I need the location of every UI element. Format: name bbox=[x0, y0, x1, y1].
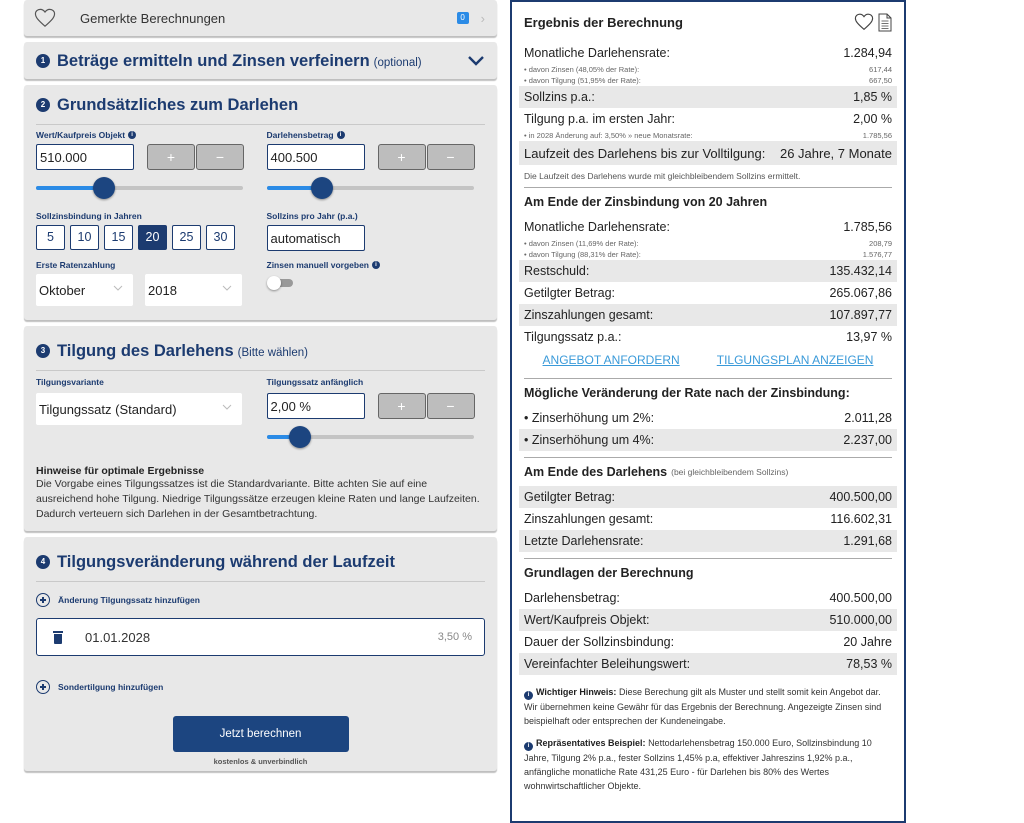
info-icon[interactable]: i bbox=[337, 131, 345, 139]
property-value-label bbox=[36, 130, 261, 140]
section-amounts bbox=[24, 42, 497, 79]
loan-amount-label-text: Darlehensbetrag bbox=[266, 130, 334, 140]
chevron-down-icon bbox=[222, 285, 232, 291]
hint-title: Hinweise für optimale Ergebnisse bbox=[36, 465, 205, 477]
end-loan-title bbox=[519, 458, 897, 486]
notice-text: Diese Berechung gilt als Muster und stellt somit kein Angebot dar. Wir übernehmen keine Gewähr für das Ergebnis der Berechnung. Angezeigte Zinsen sind beispielhaft oder entsprechen der Kundeneingabe. bbox=[524, 687, 882, 726]
saved-calculations-label: Gemerkte Berechnungen bbox=[80, 10, 226, 26]
result-row bbox=[519, 282, 897, 304]
slider-handle[interactable] bbox=[289, 426, 311, 448]
rate-change-title: Mögliche Veränderung der Rate nach der Zinsbindung: bbox=[524, 386, 850, 400]
saved-calculations-bar[interactable] bbox=[24, 0, 497, 36]
section-loan-basics-header bbox=[24, 86, 497, 124]
section-subtitle: (optional) bbox=[373, 56, 422, 69]
show-repayment-plan-link[interactable]: TILGUNGSPLAN ANZEIGEN bbox=[716, 353, 874, 367]
notice-text: Nettodarlehensbetrag 150.000 Euro, Sollzinsbindung 10 Jahre, Tilgung 2% p.a., fester Sollzins 1,45% p.a, effektiver Jahreszins 1,92% p.a., anfängliche monatliche Rate 431,25 Euro - für Darlehen bis 80% des Wertes wohnwirtschaftlicher Objekte. bbox=[524, 738, 872, 791]
section-repayment bbox=[24, 326, 497, 531]
result-row bbox=[519, 587, 897, 609]
row-value: 1.291,68 bbox=[843, 534, 892, 548]
section-title: Tilgungsveränderung während der Laufzeit bbox=[57, 552, 395, 571]
calculator-form bbox=[24, 0, 497, 777]
row-label: • davon Zinsen (48,05% der Rate): bbox=[524, 65, 640, 74]
row-value: 1.284,94 bbox=[843, 46, 892, 60]
row-value: 116.602,31 bbox=[830, 512, 892, 526]
row-label: Zinszahlungen gesamt: bbox=[524, 308, 654, 322]
section-repayment-changes bbox=[24, 537, 497, 771]
loan-amount-increase-button[interactable]: + bbox=[378, 144, 426, 170]
first-payment-label: Erste Ratenzahlung bbox=[36, 260, 116, 270]
row-label: Monatliche Darlehensrate: bbox=[524, 46, 670, 60]
document-icon[interactable] bbox=[878, 13, 892, 32]
property-value-decrease-button[interactable]: − bbox=[196, 144, 244, 170]
initial-rate-decrease-button[interactable]: − bbox=[427, 393, 475, 419]
row-value: 400.500,00 bbox=[829, 490, 892, 504]
property-value-slider[interactable] bbox=[36, 176, 243, 200]
row-value: 13,97 % bbox=[846, 330, 892, 344]
row-label: Vereinfachter Beleihungswert: bbox=[524, 657, 691, 671]
result-row bbox=[519, 326, 897, 348]
first-year-repayment-row bbox=[519, 108, 897, 130]
result-row bbox=[519, 407, 897, 429]
notice-title: Wichtiger Hinweis: bbox=[536, 687, 617, 697]
row-label: Darlehensbetrag: bbox=[524, 591, 620, 605]
fixed-period-option-20[interactable]: 20 bbox=[138, 225, 167, 250]
property-value-increase-button[interactable]: + bbox=[147, 144, 195, 170]
section-title: Grundsätzliches zum Darlehen bbox=[57, 95, 299, 114]
trash-icon[interactable] bbox=[53, 631, 63, 644]
section-title-text: Beträge ermitteln und Zinsen verfeinern bbox=[57, 51, 370, 70]
result-row bbox=[519, 260, 897, 282]
fixed-period-option-15[interactable]: 15 bbox=[104, 225, 133, 250]
row-label: Wert/Kaufpreis Objekt: bbox=[524, 613, 650, 627]
slider-handle[interactable] bbox=[93, 177, 115, 199]
property-value-input[interactable]: 510.000 bbox=[36, 144, 134, 170]
notice-title: Repräsentatives Beispiel: bbox=[536, 738, 646, 748]
repayment-variant-select[interactable] bbox=[36, 393, 242, 425]
basis-title: Grundlagen der Berechnung bbox=[524, 566, 694, 580]
calculate-subtext: kostenlos & unverbindlich bbox=[213, 757, 308, 766]
plus-circle-icon bbox=[36, 593, 50, 607]
result-row bbox=[519, 304, 897, 326]
interest-rate-label: Sollzins pro Jahr (p.a.) bbox=[266, 211, 358, 221]
info-icon: i bbox=[524, 742, 533, 751]
heart-icon bbox=[34, 8, 56, 28]
calculate-button[interactable]: Jetzt berechnen bbox=[173, 716, 349, 752]
selected-year: 2018 bbox=[148, 282, 177, 298]
repayment-variant-label: Tilgungsvariante bbox=[36, 377, 104, 387]
row-label: • davon Tilgung (51,95% der Rate): bbox=[524, 76, 641, 85]
loan-amount-slider[interactable] bbox=[267, 176, 474, 200]
row-value: 1.785,56 bbox=[862, 131, 892, 140]
info-icon: i bbox=[524, 691, 533, 700]
row-label: Dauer der Sollzinsbindung: bbox=[524, 635, 675, 649]
loan-duration-row bbox=[519, 141, 897, 165]
end-loan-title-text: Am Ende des Darlehens bbox=[524, 465, 668, 479]
row-value: 1.576,77 bbox=[862, 250, 892, 259]
representative-example bbox=[519, 736, 897, 793]
manual-interest-label bbox=[267, 260, 486, 270]
step-number-3: 3 bbox=[36, 344, 50, 358]
monthly-rate-row bbox=[519, 42, 897, 64]
interest-share-row bbox=[519, 64, 897, 75]
row-value: 107.897,77 bbox=[829, 308, 892, 322]
row-label: Getilgter Betrag: bbox=[524, 286, 616, 300]
end-loan-subtitle: (bei gleichbleibendem Sollzins) bbox=[671, 467, 789, 477]
section-title-text: Tilgung des Darlehens bbox=[57, 341, 234, 360]
row-label: Letzte Darlehensrate: bbox=[524, 534, 644, 548]
add-rate-change-button[interactable] bbox=[24, 593, 497, 607]
section-loan-basics bbox=[24, 85, 497, 320]
fixed-period-option-25[interactable]: 25 bbox=[172, 225, 201, 250]
manual-interest-label-text: Zinsen manuell vorgeben bbox=[266, 260, 369, 270]
loan-amount-decrease-button[interactable]: − bbox=[427, 144, 475, 170]
result-row bbox=[519, 429, 897, 451]
row-label: Tilgung p.a. im ersten Jahr: bbox=[524, 112, 675, 126]
section-subtitle: (Bitte wählen) bbox=[237, 346, 308, 359]
row-label: Tilgungssatz p.a.: bbox=[524, 330, 622, 344]
initial-rate-label: Tilgungssatz anfänglich bbox=[266, 377, 364, 387]
hint-text: Die Vorgabe eines Tilgungssatzes ist die Standardvariante. Bitte achten Sie auf eine ausreichend hohe Tilgung. Niedrige Tilgungssätze erzeugen kleine Raten und lange Laufzeiten. Dadurch verteuern sich Darlehen in der Gesamtbetrachtung. bbox=[36, 478, 480, 520]
row-value: 510.000,00 bbox=[829, 613, 892, 627]
row-value: 2.237,00 bbox=[843, 433, 892, 447]
chevron-down-icon bbox=[222, 404, 232, 410]
section-amounts-header[interactable] bbox=[24, 42, 497, 80]
end-fixed-principal-share-row bbox=[519, 249, 897, 260]
fixed-period-option-10[interactable]: 10 bbox=[70, 225, 99, 250]
heart-icon[interactable] bbox=[854, 13, 874, 31]
row-value: 265.067,86 bbox=[829, 286, 892, 300]
section-repayment-header bbox=[24, 332, 497, 370]
loan-amount-label bbox=[267, 130, 486, 140]
result-panel bbox=[510, 0, 906, 823]
result-row bbox=[519, 631, 897, 653]
result-row bbox=[519, 653, 897, 675]
divider bbox=[36, 124, 485, 125]
row-label: Laufzeit des Darlehens bis zur Volltilgung: bbox=[524, 145, 766, 161]
row-value: 667,50 bbox=[869, 76, 892, 85]
initial-rate-slider[interactable] bbox=[267, 425, 474, 449]
interest-rate-row bbox=[519, 86, 897, 108]
plus-circle-icon bbox=[36, 680, 50, 694]
row-value: 208,79 bbox=[869, 239, 892, 248]
end-fixed-title: Am Ende der Zinsbindung von 20 Jahren bbox=[524, 195, 768, 209]
result-row bbox=[519, 530, 897, 552]
principal-share-row bbox=[519, 75, 897, 86]
row-value: 20 Jahre bbox=[843, 635, 892, 649]
row-label: Sollzins p.a.: bbox=[524, 90, 595, 104]
row-label: • davon Zinsen (11,69% der Rate): bbox=[524, 239, 639, 248]
row-label: • in 2028 Änderung auf: 3,50% » neue Monatsrate: bbox=[524, 131, 693, 140]
fixed-period-label: Sollzinsbindung in Jahren bbox=[36, 211, 142, 221]
first-payment-month-select[interactable] bbox=[36, 274, 133, 306]
row-value: 617,44 bbox=[869, 65, 892, 74]
request-offer-link[interactable]: ANGEBOT ANFORDERN bbox=[542, 353, 680, 367]
rate-change-value: 3,50 % bbox=[437, 631, 472, 643]
interest-rate-input[interactable]: automatisch bbox=[267, 225, 365, 251]
step-number-2: 2 bbox=[36, 98, 50, 112]
info-icon[interactable]: i bbox=[128, 131, 136, 139]
row-value: 2,00 % bbox=[853, 112, 892, 126]
fixed-period-options bbox=[36, 225, 261, 250]
result-title: Ergebnis der Berechnung bbox=[524, 14, 683, 30]
result-links bbox=[519, 348, 897, 372]
row-label: • Zinserhöhung um 4%: bbox=[524, 433, 655, 447]
chevron-right-icon: › bbox=[480, 10, 485, 26]
saved-count-badge: 0 bbox=[457, 12, 469, 24]
fixed-period-option-5[interactable]: 5 bbox=[36, 225, 65, 250]
row-value: 2.011,28 bbox=[844, 411, 892, 425]
divider bbox=[36, 581, 485, 582]
add-special-repayment-label: Sondertilgung hinzufügen bbox=[58, 682, 164, 692]
add-special-repayment-button[interactable] bbox=[24, 680, 497, 694]
row-label: • Zinserhöhung um 2%: bbox=[524, 411, 655, 425]
section-title bbox=[57, 52, 422, 71]
important-notice bbox=[519, 685, 897, 728]
selected-variant: Tilgungssatz (Standard) bbox=[39, 401, 177, 417]
info-icon[interactable]: i bbox=[372, 261, 380, 269]
loan-amount-input[interactable]: 400.500 bbox=[267, 144, 365, 170]
first-payment-year-select[interactable] bbox=[145, 274, 242, 306]
toggle-thumb bbox=[267, 276, 281, 290]
initial-rate-increase-button[interactable]: + bbox=[378, 393, 426, 419]
row-value: 1.785,56 bbox=[843, 220, 892, 234]
row-value: 400.500,00 bbox=[829, 591, 892, 605]
row-label: Getilgter Betrag: bbox=[524, 490, 616, 504]
section-repayment-changes-header bbox=[24, 543, 497, 581]
divider bbox=[36, 370, 485, 371]
row-label: Zinszahlungen gesamt: bbox=[524, 512, 654, 526]
initial-rate-input[interactable]: 2,00 % bbox=[267, 393, 365, 419]
row-value: 135.432,14 bbox=[829, 264, 892, 278]
row-value: 78,53 % bbox=[846, 657, 892, 671]
selected-month: Oktober bbox=[39, 282, 86, 298]
rate-change-date: 01.01.2028 bbox=[85, 629, 151, 645]
row-value: 26 Jahre, 7 Monate bbox=[779, 145, 892, 161]
row-label: • davon Tilgung (88,31% der Rate): bbox=[524, 250, 641, 259]
fixed-period-option-30[interactable]: 30 bbox=[206, 225, 235, 250]
section-title bbox=[57, 342, 308, 361]
result-header bbox=[519, 2, 897, 42]
end-fixed-monthly-rate-row bbox=[519, 216, 897, 238]
row-label: Monatliche Darlehensrate: bbox=[524, 220, 670, 234]
add-rate-change-label: Änderung Tilgungssatz hinzufügen bbox=[58, 595, 200, 605]
result-row bbox=[519, 508, 897, 530]
step-number-1: 1 bbox=[36, 54, 50, 68]
step-number-4: 4 bbox=[36, 555, 50, 569]
chevron-down-icon[interactable] bbox=[467, 55, 485, 67]
rate-change-item[interactable] bbox=[36, 618, 485, 656]
property-value-label-text: Wert/Kaufpreis Objekt bbox=[36, 130, 126, 140]
rate-change-2028-row bbox=[519, 130, 897, 141]
end-fixed-interest-share-row bbox=[519, 238, 897, 249]
row-value: 1,85 % bbox=[853, 90, 892, 104]
row-label: Restschuld: bbox=[524, 264, 590, 278]
chevron-down-icon bbox=[113, 285, 123, 291]
result-row bbox=[519, 486, 897, 508]
manual-interest-toggle[interactable] bbox=[267, 276, 293, 288]
slider-handle[interactable] bbox=[311, 177, 333, 199]
duration-note: Die Laufzeit des Darlehens wurde mit gleichbleibendem Sollzins ermittelt. bbox=[524, 171, 801, 181]
result-row bbox=[519, 609, 897, 631]
